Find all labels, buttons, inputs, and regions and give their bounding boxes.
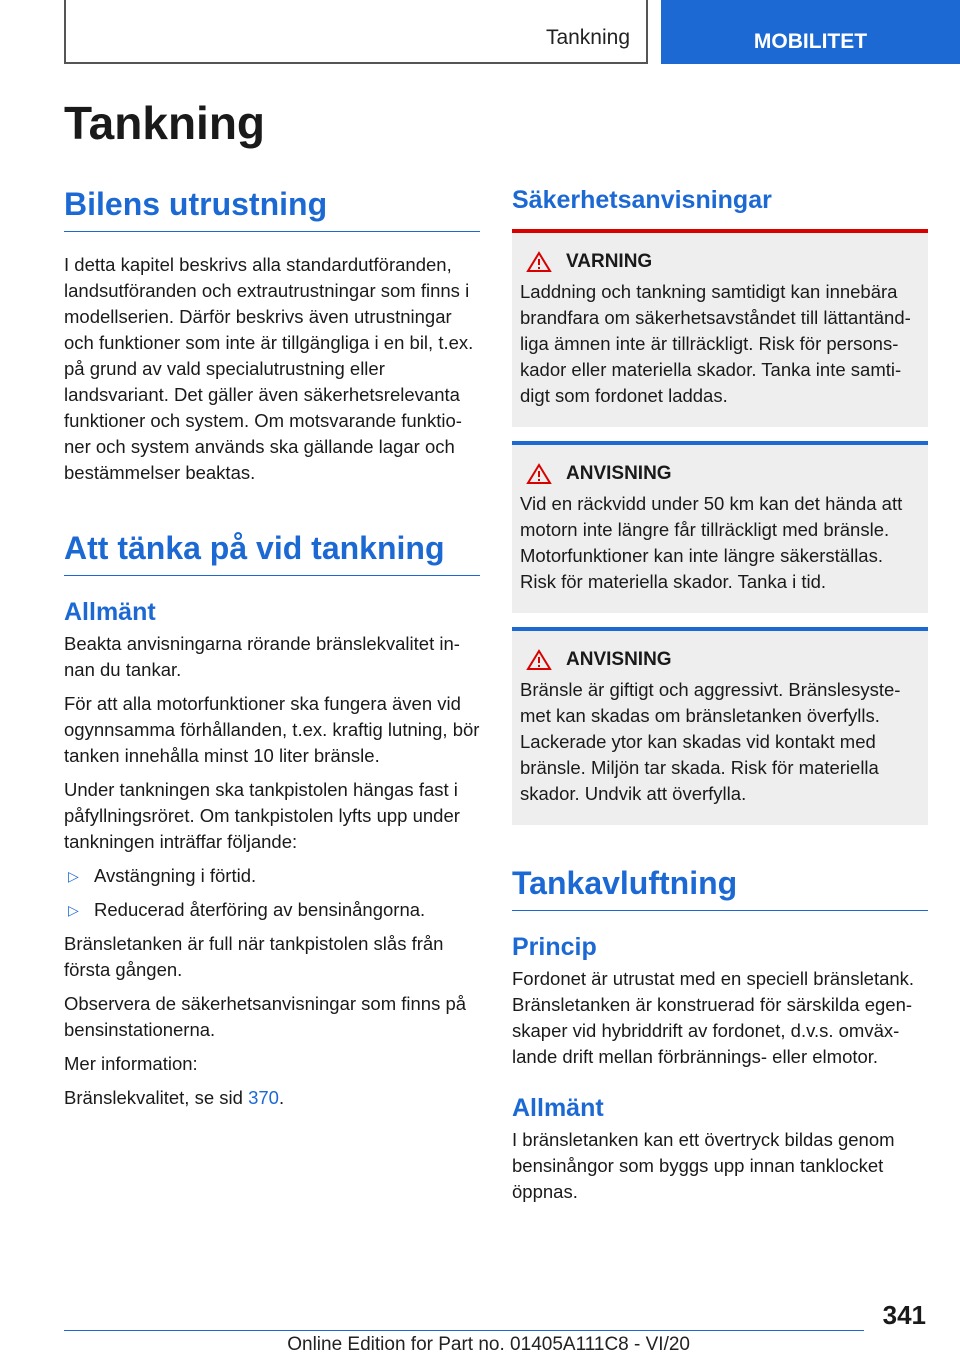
paragraph-1: Beakta anvisningarna rörande bränslekvalitet innan du tankar. — [64, 633, 460, 680]
notice-text: Vid en räckvidd under 50 km kan det hända att motorn inte längre får tillräckligt med bränsle. Motorfunktioner kan inte längre säkerställas. Risk för materiella skador. Tanka i tid. — [520, 493, 903, 592]
footer-divider — [64, 1330, 864, 1331]
paragraph-2: För att alla motorfunktioner ska fungera även vid ogynnsamma förhållanden, t.ex. kraftig lutning, bör tanken innehålla minst 10 liter bränsle. — [64, 693, 480, 766]
list-item-text: Reducerad återföring av bensinångorna. — [94, 899, 426, 920]
heading-think: Att tänka på vid tankning — [64, 530, 480, 576]
notice-box — [512, 441, 928, 613]
bullet-list — [64, 863, 480, 923]
paragraph-5: Observera de säkerhetsanvisningar som finns på bensinstationerna. — [64, 993, 467, 1040]
reference-text: Bränslekvalitet, se sid — [64, 1087, 249, 1108]
paragraph-3: Under tankningen ska tankpistolen hängas fast i påfyllningsröret. Om tankpistolen lyfts upp under tankningen inträffar följande: — [64, 779, 460, 852]
heading-general-left: Allmänt — [64, 598, 156, 626]
paragraph-equipment: I detta kapitel beskrivs alla standardutföranden, landsutföranden och extrautrustningar som finns i modellserien. Därför beskrivs även utrustningar och funktioner som inte är tillgängliga i en bil, t.ex. på grund av vald specialutrustning eller landsvariant. Det gäller även säkerhetsrelevanta funktioner och system. Om motsvarande funktioner och system används ska gällande lagar och bestämmelser beaktas. — [64, 254, 474, 483]
header-tab-left — [64, 0, 648, 64]
paragraph-general: I bränsletanken kan ett övertryck bildas genom bensinångor som byggs upp innan tanklocket öppnas. — [512, 1129, 895, 1202]
notice-box — [512, 627, 928, 825]
heading-venting: Tankavluftning — [512, 865, 928, 911]
list-item — [64, 863, 480, 889]
page-reference-link[interactable]: 370 — [248, 1087, 279, 1108]
notice-title: ANVISNING — [566, 649, 672, 670]
notice-triangle-icon — [526, 463, 552, 485]
paragraph-principle: Fordonet är utrustat med en speciell bränsletank. Bränsletanken är konstruerad för särskilda egenskaper vid hybriddrift av fordonet, d.v.s. omväxlande drift mellan förbrännings- eller elmotor. — [512, 968, 915, 1067]
right-column — [512, 186, 928, 1205]
footer-edition: Online Edition for Part no. 01405A111C8 - VI/20 — [287, 1334, 690, 1355]
heading-general-right: Allmänt — [512, 1094, 604, 1122]
notice-text: Bränsle är giftigt och aggressivt. Bränslesystemet kan skadas om bränsletanken överfylls. Lackerade ytor kan skadas vid kontakt med bränsle. Miljön tar skada. Risk för materiella skador. Undvik att överfylla. — [520, 679, 901, 804]
page-number: 341 — [882, 1300, 926, 1330]
paragraph-6: Mer information: — [64, 1053, 198, 1074]
triangle-bullet-icon: ▷ — [68, 902, 79, 918]
paragraph-4: Bränsletanken är full när tankpistolen slås från första gången. — [64, 933, 444, 980]
warning-title: VARNING — [566, 251, 653, 272]
heading-principle: Princip — [512, 933, 597, 961]
left-column — [64, 186, 480, 1111]
warning-box — [512, 229, 928, 427]
header-section-title: Tankning — [545, 26, 630, 49]
heading-safety: Säkerhetsanvisningar — [512, 186, 772, 214]
notice-title: ANVISNING — [566, 463, 672, 484]
reference-suffix: . — [278, 1087, 285, 1108]
warning-text: Laddning och tankning samtidigt kan innebära brandfara om säkerhetsavståndet till lättantändliga ämnen inte är tillräckligt. Risk för personskador eller materiella skador. Tanka inte samtidigt som fordonet laddas. — [520, 281, 911, 406]
list-item-text: Avstängning i förtid. — [94, 865, 257, 886]
notice-triangle-icon — [526, 649, 552, 671]
heading-equipment: Bilens utrustning — [64, 186, 480, 232]
page-title: Tankning — [64, 97, 266, 149]
paragraph-7 — [64, 1085, 480, 1111]
list-item — [64, 897, 480, 923]
warning-triangle-icon — [526, 251, 552, 273]
header-chapter-tab[interactable]: MOBILITET — [661, 0, 960, 64]
triangle-bullet-icon: ▷ — [68, 868, 79, 884]
